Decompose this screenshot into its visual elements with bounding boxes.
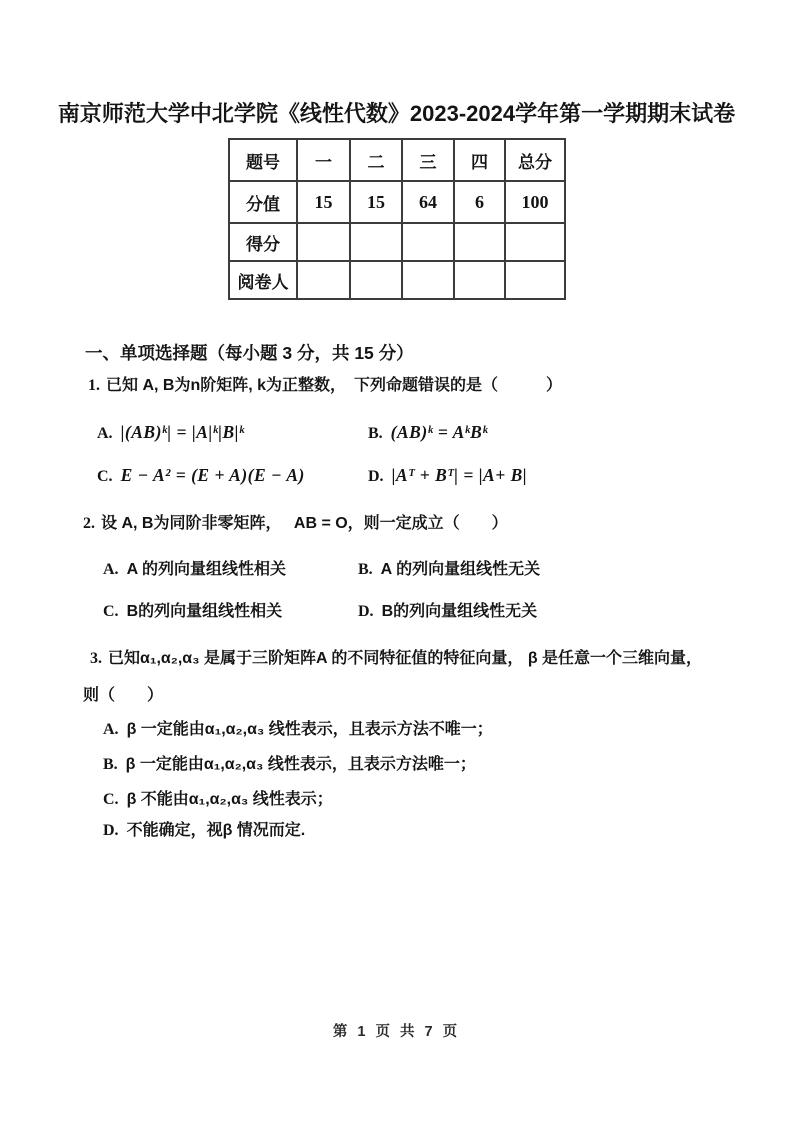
score-table-cell (297, 223, 350, 261)
question-3-option-d (103, 817, 305, 840)
score-table-cell: 64 (402, 181, 454, 223)
score-table-label: 题号 (229, 139, 297, 181)
score-table-row-points (229, 181, 565, 223)
option-label: D. (368, 468, 384, 485)
score-table-cell (402, 261, 454, 299)
option-label: B. (358, 561, 373, 578)
option-label: C. (97, 468, 113, 485)
option-formula: E − A² = (E + A)(E − A) (120, 465, 305, 485)
option-text: 不能确定，视β 情况而定. (126, 822, 306, 839)
score-table-cell: 15 (350, 181, 402, 223)
score-table-cell (402, 223, 454, 261)
option-formula: |Aᵀ + Bᵀ| = |A+ B| (391, 465, 528, 485)
score-table-row-question-numbers (229, 139, 565, 181)
question-2 (83, 510, 508, 533)
question-3-line2 (83, 682, 163, 705)
score-table-cell (454, 261, 505, 299)
option-formula: |(AB)ᵏ| = |A|ᵏ|B|ᵏ (120, 422, 245, 442)
score-table-cell: 二 (350, 139, 402, 181)
score-table-cell (350, 261, 402, 299)
question-2-number: 2. (83, 515, 95, 532)
option-text: β 一定能由α₁,α₂,α₃ 线性表示，且表示方法不唯一； (126, 721, 493, 738)
question-1-number: 1. (88, 377, 100, 394)
score-table-label: 分值 (229, 181, 297, 223)
question-1-option-b (368, 422, 488, 443)
score-table-label: 得分 (229, 223, 297, 261)
option-label: C. (103, 791, 119, 808)
question-3-option-b (103, 751, 476, 774)
score-table-cell (505, 223, 565, 261)
option-formula: (AB)ᵏ = AᵏBᵏ (390, 422, 488, 442)
page-number-footer: 第 1 页 共 7 页 (332, 1024, 461, 1040)
question-2-option-b (358, 556, 540, 579)
score-table-cell: 6 (454, 181, 505, 223)
section-one-heading: 一、单项选择题（每小题 3 分，共 15 分） (85, 343, 414, 363)
option-label: C. (103, 603, 119, 620)
score-table-row-grader (229, 261, 565, 299)
question-3-text-line1: 已知α₁,α₂,α₃ 是属于三阶矩阵A 的不同特征值的特征向量， β 是任意一个三维向量， (108, 650, 703, 667)
score-table-row-score (229, 223, 565, 261)
option-label: D. (358, 603, 374, 620)
question-3-text-line2: 则（ ） (83, 687, 164, 704)
option-label: A. (97, 425, 113, 442)
option-text: B的列向量组线性无关 (381, 603, 538, 620)
score-table-cell: 一 (297, 139, 350, 181)
option-label: B. (368, 425, 383, 442)
score-table-cell (505, 261, 565, 299)
score-table (228, 138, 566, 300)
score-table-cell: 三 (402, 139, 454, 181)
score-table-cell (297, 261, 350, 299)
question-2-text: 设 A, B为同阶非零矩阵， AB = O，则一定成立（ ） (101, 515, 508, 532)
question-3 (90, 645, 702, 668)
exam-title: 南京师范大学中北学院《线性代数》2023-2024学年第一学期期末试卷 (57, 101, 736, 126)
question-2-option-d (358, 598, 537, 621)
option-text: β 一定能由α₁,α₂,α₃ 线性表示，且表示方法唯一； (125, 756, 476, 773)
score-table-cell: 100 (505, 181, 565, 223)
score-table-cell: 四 (454, 139, 505, 181)
option-text: A 的列向量组线性无关 (380, 561, 541, 578)
score-table-label: 阅卷人 (229, 261, 297, 299)
question-1 (88, 372, 562, 395)
question-1-option-a (97, 422, 244, 443)
option-text: B的列向量组线性相关 (126, 603, 283, 620)
question-2-option-c (103, 598, 282, 621)
question-3-option-c (103, 786, 333, 809)
score-table-cell (454, 223, 505, 261)
question-1-option-c (97, 465, 305, 486)
option-text: A 的列向量组线性相关 (126, 561, 286, 578)
score-table-cell: 总分 (505, 139, 565, 181)
question-3-number: 3. (90, 650, 102, 667)
score-table-cell (350, 223, 402, 261)
option-label: A. (103, 561, 119, 578)
question-1-text: 已知 A, B为n阶矩阵, k为正整数， 下列命题错误的是（ ） (106, 377, 563, 394)
option-text: β 不能由α₁,α₂,α₃ 线性表示； (126, 791, 333, 808)
option-label: A. (103, 721, 119, 738)
score-table-cell: 15 (297, 181, 350, 223)
question-1-option-d (368, 465, 527, 486)
question-2-option-a (103, 556, 286, 579)
question-3-option-a (103, 716, 493, 739)
option-label: B. (103, 756, 118, 773)
option-label: D. (103, 822, 119, 839)
